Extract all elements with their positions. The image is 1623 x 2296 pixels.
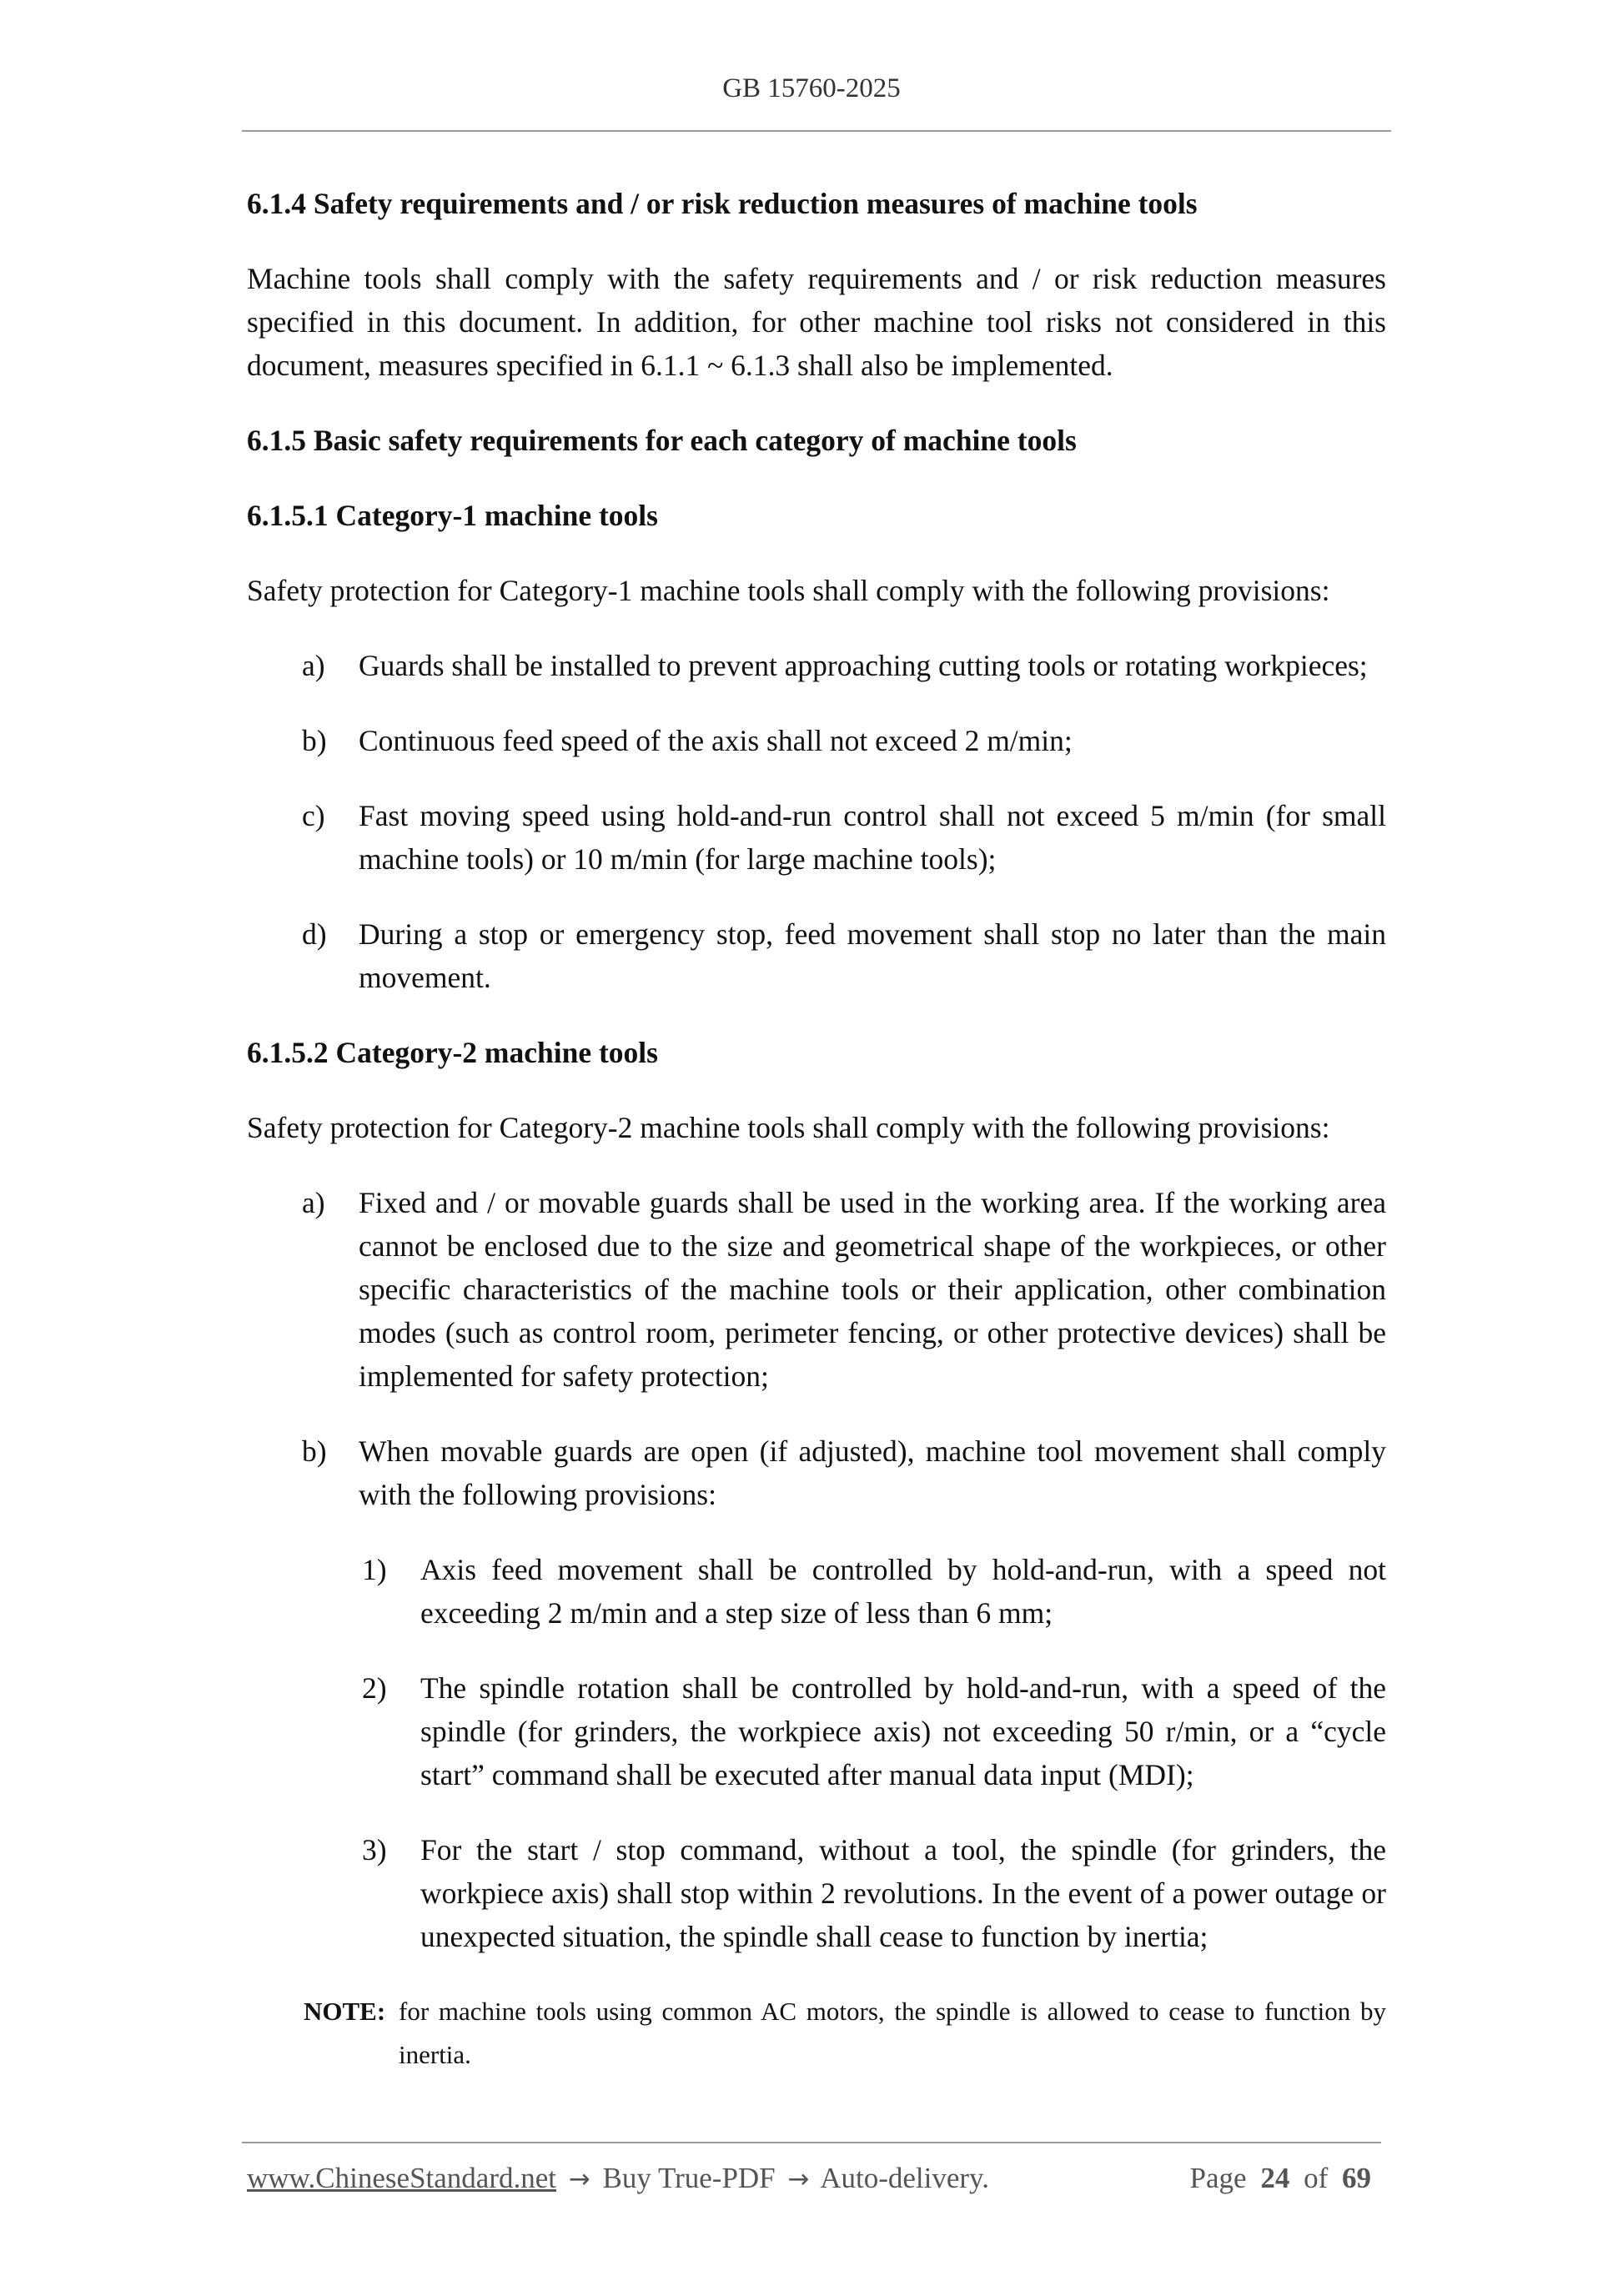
list-item-cat2-a bbox=[247, 1181, 1386, 1398]
note-label: NOTE: bbox=[304, 1997, 386, 2026]
arrow-right-icon: → bbox=[787, 2164, 810, 2194]
heading-6-1-4: 6.1.4 Safety requirements and / or risk reduction measures of machine tools bbox=[247, 187, 1198, 220]
list-item-cat1-a bbox=[247, 644, 1386, 687]
list-text: During a stop or emergency stop, feed movement shall stop no later than the main movement. bbox=[359, 917, 1386, 994]
buy-true-pdf-text: Buy True-PDF bbox=[602, 2162, 776, 2194]
current-page: 24 bbox=[1260, 2162, 1290, 2194]
note-text: for machine tools using common AC motors, the spindle is allowed to cease to function by inertia. bbox=[399, 1997, 1386, 2069]
total-pages: 69 bbox=[1342, 2162, 1371, 2194]
footer-divider bbox=[242, 2142, 1381, 2143]
sub-marker: 3) bbox=[362, 1833, 387, 1866]
heading-6-1-5-1: 6.1.5.1 Category-1 machine tools bbox=[247, 499, 658, 532]
list-text: Continuous feed speed of the axis shall not exceed 2 m/min; bbox=[359, 724, 1073, 757]
sub-text: For the start / stop command, without a tool, the spindle (for grinders, the workpiece axis) shall stop within 2 revolutions. In the event of a power outage or unexpected situation, the spindle shall cease to function by inertia; bbox=[420, 1833, 1386, 1953]
auto-delivery-text: Auto-delivery. bbox=[820, 2162, 990, 2194]
list-marker: c) bbox=[302, 799, 325, 832]
list-marker: d) bbox=[302, 917, 327, 951]
list-text: When movable guards are open (if adjusted), machine tool movement shall comply with the following provisions: bbox=[359, 1434, 1386, 1511]
of-label: of bbox=[1304, 2162, 1329, 2194]
sub-item-1 bbox=[247, 1548, 1386, 1635]
standard-number-header: GB 15760-2025 bbox=[722, 73, 901, 103]
header-divider bbox=[242, 130, 1391, 132]
paragraph-6-1-4: Machine tools shall comply with the safety requirements and / or risk reduction measures specified in this document. In addition, for other machine tool risks not considered in this document, measures specified in 6.1.1 ~ 6.1.3 shall also be implemented. bbox=[247, 262, 1386, 382]
list-marker: b) bbox=[302, 1434, 327, 1468]
footer-promo bbox=[247, 2162, 989, 2195]
sub-item-2 bbox=[247, 1666, 1386, 1796]
heading-6-1-5: 6.1.5 Basic safety requirements for each category of machine tools bbox=[247, 424, 1077, 457]
intro-6-1-5-1: Safety protection for Category-1 machine tools shall comply with the following provisions: bbox=[247, 574, 1330, 607]
sub-marker: 1) bbox=[362, 1553, 387, 1586]
website-link[interactable]: www.ChineseStandard.net bbox=[247, 2162, 556, 2194]
heading-6-1-5-2: 6.1.5.2 Category-2 machine tools bbox=[247, 1036, 658, 1069]
list-marker: a) bbox=[302, 649, 325, 682]
list-item-cat1-c bbox=[247, 794, 1386, 881]
sub-marker: 2) bbox=[362, 1671, 387, 1705]
list-item-cat1-d bbox=[247, 912, 1386, 999]
intro-6-1-5-2: Safety protection for Category-2 machine tools shall comply with the following provisions: bbox=[247, 1111, 1330, 1144]
note bbox=[247, 1990, 1386, 2077]
sub-text: Axis feed movement shall be controlled by hold-and-run, with a speed not exceeding 2 m/min and a step size of less than 6 mm; bbox=[420, 1553, 1386, 1630]
page-footer bbox=[247, 2162, 1378, 2195]
list-marker: b) bbox=[302, 724, 327, 757]
list-text: Fast moving speed using hold-and-run control shall not exceed 5 m/min (for small machine tools) or 10 m/min (for large machine tools); bbox=[359, 799, 1386, 876]
list-marker: a) bbox=[302, 1186, 325, 1219]
arrow-right-icon: → bbox=[568, 2164, 590, 2194]
page-label: Page bbox=[1189, 2162, 1247, 2194]
page-number bbox=[1190, 2162, 1378, 2195]
sub-text: The spindle rotation shall be controlled by hold-and-run, with a speed of the spindle (for grinders, the workpiece axis) not exceeding 50 r/min, or a “cycle start” command shall be executed after manual data input (MDI); bbox=[420, 1671, 1386, 1791]
sub-item-3 bbox=[247, 1828, 1386, 1958]
list-item-cat2-b bbox=[247, 1429, 1386, 1516]
list-text: Fixed and / or movable guards shall be used in the working area. If the working area cannot be enclosed due to the size and geometrical shape of the workpieces, or other specific characteristics of the machine tools or their application, other combination modes (such as control room, perimeter fencing, or other protective devices) shall be implemented for safety protection; bbox=[359, 1186, 1386, 1393]
list-item-cat1-b bbox=[247, 719, 1386, 762]
list-text: Guards shall be installed to prevent approaching cutting tools or rotating workpieces; bbox=[359, 649, 1368, 682]
page-content bbox=[247, 182, 1386, 2077]
